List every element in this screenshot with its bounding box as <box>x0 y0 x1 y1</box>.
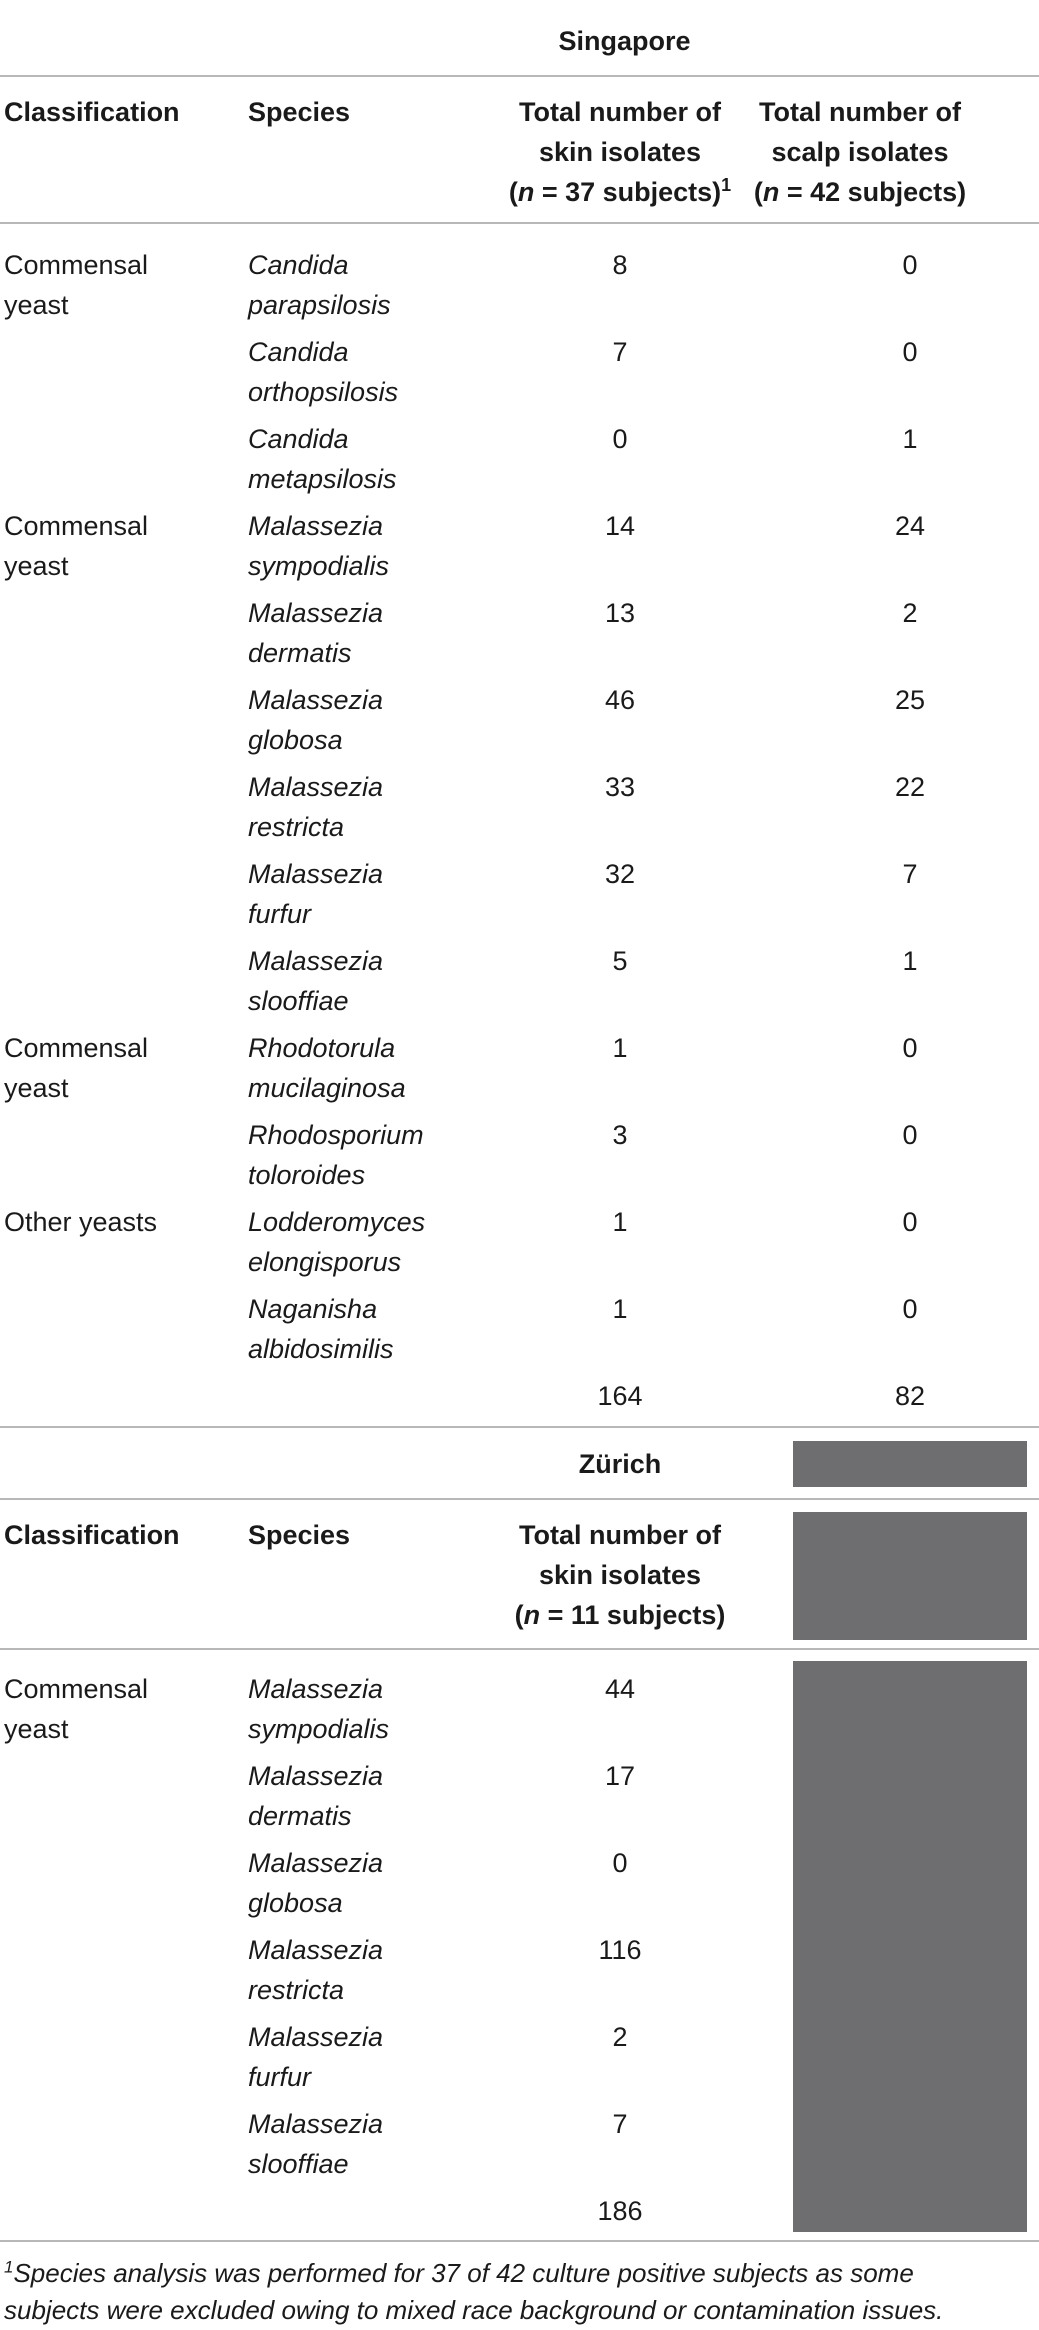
header-skin-line2: skin isolates <box>538 137 702 167</box>
header-scalp-subjects: (n = 42 subjects) <box>753 177 967 207</box>
header-classification: Classification <box>4 1520 180 1550</box>
header-skin-line1: Total number of <box>519 1520 721 1550</box>
footnote <box>4 2255 1036 2329</box>
species-cell: Candida metapsilosis <box>248 424 397 494</box>
skin-count: 7 <box>612 337 628 367</box>
footnote-line2: subjects were excluded owing to mixed race background or contamination issues. <box>4 2295 944 2325</box>
classification-cell: Commensal yeast <box>4 250 149 320</box>
scalp-count: 2 <box>902 598 918 628</box>
species-cell: Malassezia globosa <box>248 685 384 755</box>
species-cell: Lodderomyces elongisporus <box>248 1207 426 1277</box>
skin-count: 46 <box>604 685 636 715</box>
species-cell: Malassezia furfur <box>248 2022 384 2092</box>
skin-count: 1 <box>612 1033 628 1063</box>
scalp-count: 1 <box>902 424 918 454</box>
species-cell: Malassezia slooffiae <box>248 2109 384 2179</box>
header-skin-subjects: (n = 11 subjects) <box>514 1600 726 1630</box>
header-scalp-line2: scalp isolates <box>771 137 949 167</box>
classification-cell: Other yeasts <box>4 1207 158 1237</box>
skin-count: 14 <box>604 511 636 541</box>
skin-count: 0 <box>612 424 628 454</box>
rule-top <box>0 75 1039 77</box>
skin-count: 3 <box>612 1120 628 1150</box>
skin-count: 17 <box>604 1761 636 1791</box>
species-cell: Malassezia globosa <box>248 1848 384 1918</box>
skin-count: 2 <box>612 2022 628 2052</box>
species-cell: Rhodosporium toloroides <box>248 1120 424 1190</box>
redacted-block <box>793 1512 1027 1640</box>
header-skin-isolates <box>470 1515 770 1635</box>
classification-cell: Commensal yeast <box>4 1674 149 1744</box>
skin-count: 33 <box>604 772 636 802</box>
scalp-count: 0 <box>902 1294 918 1324</box>
header-skin-line1: Total number of <box>519 97 721 127</box>
skin-count: 116 <box>598 1935 642 1965</box>
scalp-count: 25 <box>894 685 926 715</box>
species-cell: Malassezia slooffiae <box>248 946 384 1016</box>
rule-section-divider <box>0 1426 1039 1428</box>
classification-cell: Commensal yeast <box>4 1033 149 1103</box>
skin-count: 5 <box>612 946 628 976</box>
skin-total: 164 <box>597 1381 643 1411</box>
species-cell: Rhodotorula mucilaginosa <box>248 1033 406 1103</box>
header-skin-line2: skin isolates <box>538 1560 702 1590</box>
scalp-total: 82 <box>894 1381 926 1411</box>
region-title-singapore: Singapore <box>558 26 691 56</box>
rule-header-singapore <box>0 222 1039 224</box>
scalp-count: 0 <box>902 1120 918 1150</box>
header-scalp-line1: Total number of <box>759 97 961 127</box>
skin-count: 44 <box>604 1674 636 1704</box>
scalp-count: 0 <box>902 337 918 367</box>
species-cell: Malassezia restricta <box>248 1935 384 2005</box>
species-cell: Malassezia sympodialis <box>248 511 390 581</box>
species-cell: Candida orthopsilosis <box>248 337 399 407</box>
scalp-count: 24 <box>894 511 926 541</box>
skin-total: 186 <box>597 2196 643 2226</box>
region-title-zurich: Zürich <box>578 1449 662 1479</box>
scalp-count: 7 <box>902 859 918 889</box>
scalp-count: 0 <box>902 250 918 280</box>
footnote-marker: 1 <box>4 2257 14 2277</box>
header-species: Species <box>248 97 351 127</box>
rule-header-zurich <box>0 1648 1039 1650</box>
skin-count: 0 <box>612 1848 628 1878</box>
scalp-count: 1 <box>902 946 918 976</box>
species-cell: Malassezia dermatis <box>248 1761 384 1831</box>
header-scalp-isolates <box>710 92 1010 212</box>
footnote-line1: $^1$Species analysis was performed for 37 of 42 culture positive subjects as some <box>4 2257 914 2288</box>
redacted-block <box>793 1441 1027 1487</box>
species-cell: Candida parapsilosis <box>248 250 391 320</box>
skin-count: 1 <box>612 1294 628 1324</box>
rule-bottom <box>0 2240 1039 2242</box>
header-species: Species <box>248 1520 351 1550</box>
rule-zurich-title <box>0 1498 1039 1500</box>
skin-count: 7 <box>612 2109 628 2139</box>
scalp-count: 0 <box>902 1033 918 1063</box>
redacted-block <box>793 1661 1027 2232</box>
species-cell: Naganisha albidosimilis <box>248 1294 394 1364</box>
skin-count: 8 <box>612 250 628 280</box>
scalp-count: 22 <box>894 772 926 802</box>
species-cell: Malassezia restricta <box>248 772 384 842</box>
classification-cell: Commensal yeast <box>4 511 149 581</box>
skin-count: 1 <box>612 1207 628 1237</box>
species-cell: Malassezia sympodialis <box>248 1674 390 1744</box>
species-cell: Malassezia furfur <box>248 859 384 929</box>
footnote-marker: 1 <box>721 175 732 195</box>
header-classification: Classification <box>4 97 180 127</box>
scalp-count: 0 <box>902 1207 918 1237</box>
skin-count: 13 <box>604 598 636 628</box>
species-cell: Malassezia dermatis <box>248 598 384 668</box>
header-skin-subjects: (n = 37 subjects)$^1$ <box>508 175 732 207</box>
skin-count: 32 <box>604 859 636 889</box>
